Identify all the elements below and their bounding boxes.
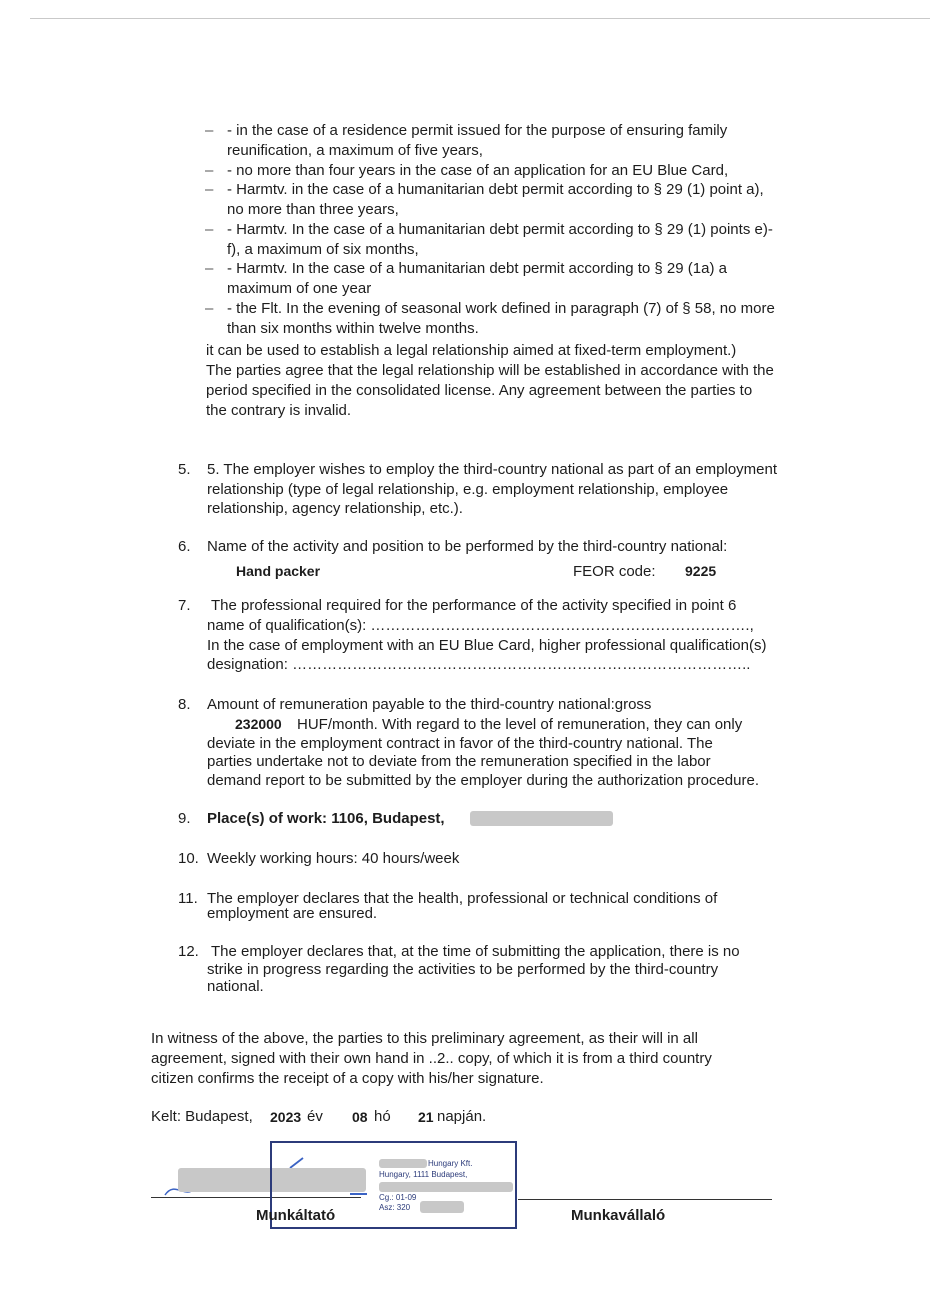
bullet-text: - no more than four years in the case of an application for an EU Blue Card, <box>227 162 729 179</box>
date-year: 2023 <box>270 1109 302 1125</box>
bullet-text: f), a maximum of six months, <box>227 241 419 258</box>
bullet-text: - the Flt. In the evening of seasonal work defined in paragraph (7) of § 58, no more <box>227 300 775 317</box>
employee-signature-line <box>518 1199 772 1200</box>
bullet-marker: – <box>205 221 214 238</box>
bullet-marker: – <box>205 162 214 179</box>
item-text: HUF/month. With regard to the level of remuneration, they can only <box>297 716 743 733</box>
remuneration-amount: 232000 <box>235 716 282 732</box>
date-month-label: hó <box>374 1108 391 1125</box>
item-text: 5. The employer wishes to employ the third-country national as part of an employment <box>207 461 778 478</box>
item-number: 7. <box>178 597 191 614</box>
item-text: Name of the activity and position to be performed by the third-country national: <box>207 538 728 555</box>
item-number: 8. <box>178 696 191 713</box>
page-top-edge <box>30 18 930 19</box>
date-day-label: napján. <box>437 1108 487 1125</box>
date-year-label: év <box>307 1108 323 1125</box>
item-text: national. <box>207 978 264 995</box>
item-text: demand report to be submitted by the employer during the authorization procedure. <box>207 772 759 789</box>
stamp-tax-number: Asz: 320 <box>379 1203 411 1212</box>
item-text: relationship, agency relationship, etc.). <box>207 500 463 517</box>
item-text: The employer declares that, at the time of submitting the application, there is no <box>211 943 740 960</box>
activity-name: Hand packer <box>236 563 321 579</box>
item-text: In the case of employment with an EU Blue Card, higher professional qualification(s) <box>207 637 767 654</box>
item-text: Weekly working hours: 40 hours/week <box>207 850 460 867</box>
feor-label: FEOR code: <box>573 563 656 580</box>
paragraph-line: agreement, signed with their own hand in ..2.. copy, of which it is from a third country <box>151 1050 712 1067</box>
redacted-stamp-number <box>420 1201 464 1213</box>
item-text: strike in progress regarding the activities to be performed by the third-country <box>207 961 719 978</box>
item-number: 5. <box>178 461 191 478</box>
bullet-text: - Harmtv. In the case of a humanitarian debt permit according to § 29 (1a) a <box>227 260 727 277</box>
paragraph-line: it can be used to establish a legal relationship aimed at fixed-term employment.) <box>206 342 737 359</box>
item-number: 9. <box>178 810 191 827</box>
item-text: name of qualification(s): …………………………………………………………………., <box>207 617 754 634</box>
paragraph-line: period specified in the consolidated license. Any agreement between the parties to <box>206 382 753 399</box>
bullet-text: no more than three years, <box>227 201 399 218</box>
item-text: employment are ensured. <box>207 905 378 922</box>
bullet-marker: – <box>205 300 214 317</box>
stamp-registration: Cg.: 01-09 <box>379 1193 417 1202</box>
item-text: designation: ……………………………………………………………………………….. <box>207 656 751 673</box>
bullet-text: reunification, a maximum of five years, <box>227 142 483 159</box>
item-number: 12. <box>178 943 199 960</box>
bullet-text: - in the case of a residence permit issued for the purpose of ensuring family <box>227 122 728 139</box>
redacted-address <box>470 811 613 826</box>
item-text: deviate in the employment contract in favor of the third-country national. The <box>207 735 713 752</box>
item-text: The professional required for the performance of the activity specified in point 6 <box>211 597 737 614</box>
item-number: 11. <box>178 890 198 907</box>
item-text: The employer declares that the health, professional or technical conditions of <box>207 890 718 907</box>
paragraph-line: citizen confirms the receipt of a copy with his/her signature. <box>151 1070 544 1087</box>
stamp-address: Hungary, 1111 Budapest, <box>379 1170 468 1179</box>
item-text: relationship (type of legal relationship, e.g. employment relationship, employee <box>207 481 729 498</box>
employer-label: Munkáltató <box>256 1207 336 1224</box>
bullet-marker: – <box>205 122 214 139</box>
paragraph-line: the contrary is invalid. <box>206 402 352 419</box>
bullet-text: - Harmtv. in the case of a humanitarian debt permit according to § 29 (1) point a), <box>227 181 764 198</box>
date-prefix: Kelt: Budapest, <box>151 1108 253 1125</box>
item-text: Amount of remuneration payable to the third-country national:gross <box>207 696 652 713</box>
bullet-text: maximum of one year <box>227 280 372 297</box>
date-month: 08 <box>352 1109 368 1125</box>
bullet-marker: – <box>205 181 214 198</box>
paragraph-line: The parties agree that the legal relationship will be established in accordance with the <box>206 362 774 379</box>
redacted-stamp-line <box>379 1182 513 1192</box>
item-text: parties undertake not to deviate from the remuneration specified in the labor <box>207 753 711 770</box>
item-number: 6. <box>178 538 191 555</box>
bullet-text: than six months within twelve months. <box>227 320 479 337</box>
date-day: 21 <box>418 1109 434 1125</box>
workplace-text: Place(s) of work: 1106, Budapest, <box>207 810 445 827</box>
employee-label: Munkavállaló <box>571 1207 666 1224</box>
bullet-text: - Harmtv. In the case of a humanitarian debt permit according to § 29 (1) points e)- <box>227 221 773 238</box>
stamp-company: Hungary Kft. <box>428 1159 473 1168</box>
redacted-company-name <box>379 1159 427 1168</box>
paragraph-line: In witness of the above, the parties to this preliminary agreement, as their will in all <box>151 1030 698 1047</box>
feor-code: 9225 <box>685 563 717 579</box>
bullet-marker: – <box>205 260 214 277</box>
item-number: 10. <box>178 850 199 867</box>
